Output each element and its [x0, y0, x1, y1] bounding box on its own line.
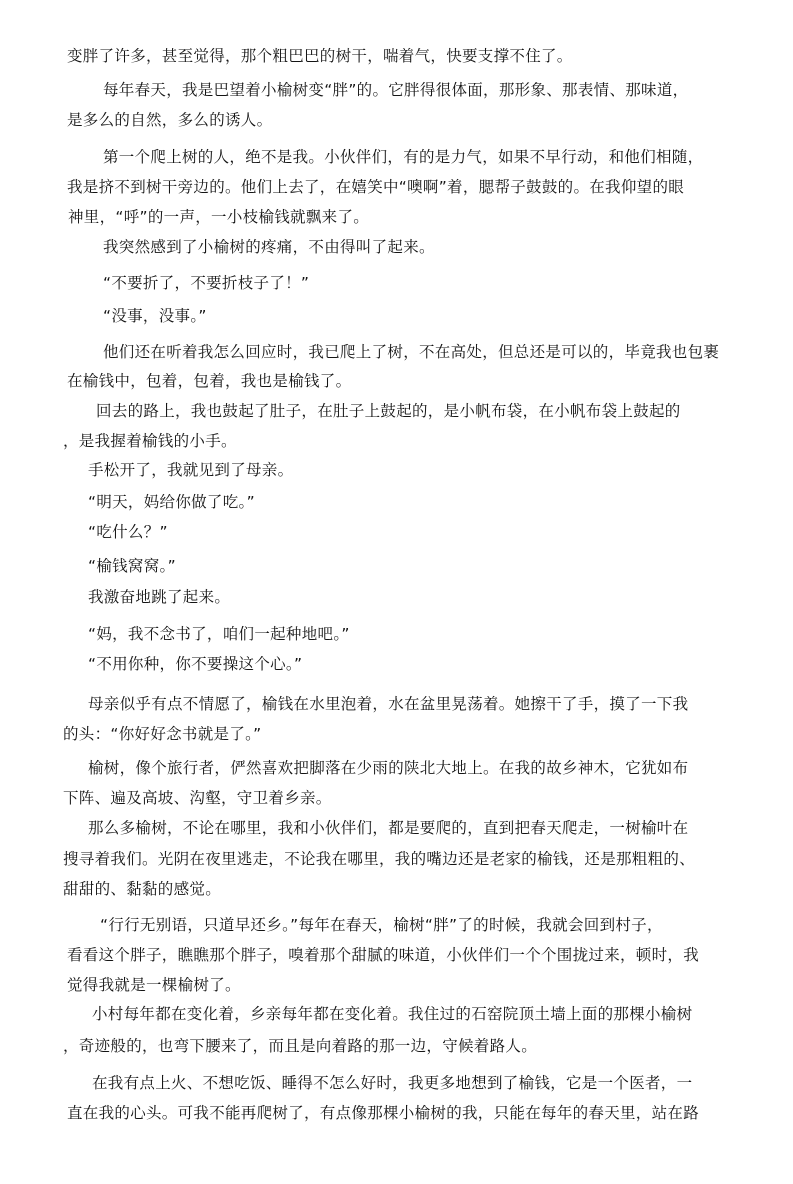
text-line: “榆钱窝窝。” [88, 557, 176, 575]
text-line: 神里，“呼”的一声，一小枝榆钱就飘来了。 [68, 208, 370, 226]
text-line: “吃什么？” [88, 523, 168, 541]
text-line: 那么多榆树，不论在哪里，我和小伙伴们，都是要爬的，直到把春天爬走，一树榆叶在 [88, 819, 689, 837]
text-line: 小村每年都在变化着，乡亲每年都在变化着。我住过的石窑院顶土墙上面的那棵小榆树 [92, 1005, 693, 1023]
text-line: 甜甜的、黏黏的感觉。 [63, 880, 222, 898]
text-line: 在榆钱中，包着，包着，我也是榆钱了。 [67, 372, 352, 390]
text-line: 的头：“你好好念书就是了。” [63, 725, 262, 743]
text-line: 手松开了，我就见到了母亲。 [88, 461, 294, 479]
text-line: ，奇迹般的，也弯下腰来了，而且是向着路的那一边，守候着路人。 [63, 1037, 538, 1055]
text-line: 我激奋地跳了起来。 [88, 588, 231, 606]
text-line: 榆树，像个旅行者，俨然喜欢把脚落在少雨的陕北大地上。在我的故乡神木，它犹如布 [88, 759, 689, 777]
text-line: “不要折了，不要折枝子了！” [103, 274, 310, 292]
text-line: 觉得我就是一棵榆树了。 [67, 976, 241, 994]
text-line: 我突然感到了小榆树的疼痛，不由得叫了起来。 [103, 238, 435, 256]
text-line: 是多么的自然，多么的诱人。 [67, 111, 273, 129]
text-line: 看看这个胖子，瞧瞧那个胖子，嗅着那个甜腻的味道，小伙伴们一个个围拢过来，顿时，我 [67, 946, 700, 964]
text-line: 直在我的心头。可我不能再爬树了，有点像那棵小榆树的我，只能在每年的春天里，站在路 [67, 1104, 700, 1122]
text-line: “没事，没事。” [103, 307, 207, 325]
text-line: “妈，我不念书了，咱们一起种地吧。” [88, 625, 350, 643]
text-line: 变胖了许多，甚至觉得，那个粗巴巴的树干，喘着气，快要支撑不住了。 [67, 47, 573, 65]
text-line: “明天，妈给你做了吃。” [88, 493, 255, 511]
text-line: 在我有点上火、不想吃饭、睡得不怎么好时，我更多地想到了榆钱，它是一个医者，一 [92, 1074, 693, 1092]
text-line: 他们还在听着我怎么回应时，我已爬上了树，不在高处，但总还是可以的，毕竟我也包裹 [103, 343, 720, 361]
text-line: 回去的路上，我也鼓起了肚子，在肚子上鼓起的，是小帆布袋，在小帆布袋上鼓起的 [96, 402, 681, 420]
text-line: “行行无别语，只道早还乡。”每年在春天，榆树“胖”了的时候，我就会回到村子， [100, 916, 663, 934]
text-line: 第一个爬上树的人，绝不是我。小伙伴们，有的是力气，如果不早行动，和他们相随， [103, 148, 704, 166]
text-line: ，是我握着榆钱的小手。 [63, 432, 237, 450]
text-line: 下阵、遍及高坡、沟壑，守卫着乡亲。 [63, 789, 332, 807]
text-line: 每年春天，我是巴望着小榆树变“胖”的。它胖得很体面，那形象、那表情、那味道， [103, 81, 689, 99]
text-line: 母亲似乎有点不情愿了，榆钱在水里泡着，水在盆里晃荡着。她擦干了手，摸了一下我 [88, 695, 689, 713]
text-line: 搜寻着我们。光阴在夜里逃走，不论我在哪里，我的嘴边还是老家的榆钱，还是那粗粗的、 [63, 850, 696, 868]
text-line: “不用你种，你不要操这个心。” [88, 655, 303, 673]
text-line: 我是挤不到树干旁边的。他们上去了，在嬉笑中“噢啊”着，腮帮子鼓鼓的。在我仰望的眼 [67, 178, 685, 196]
